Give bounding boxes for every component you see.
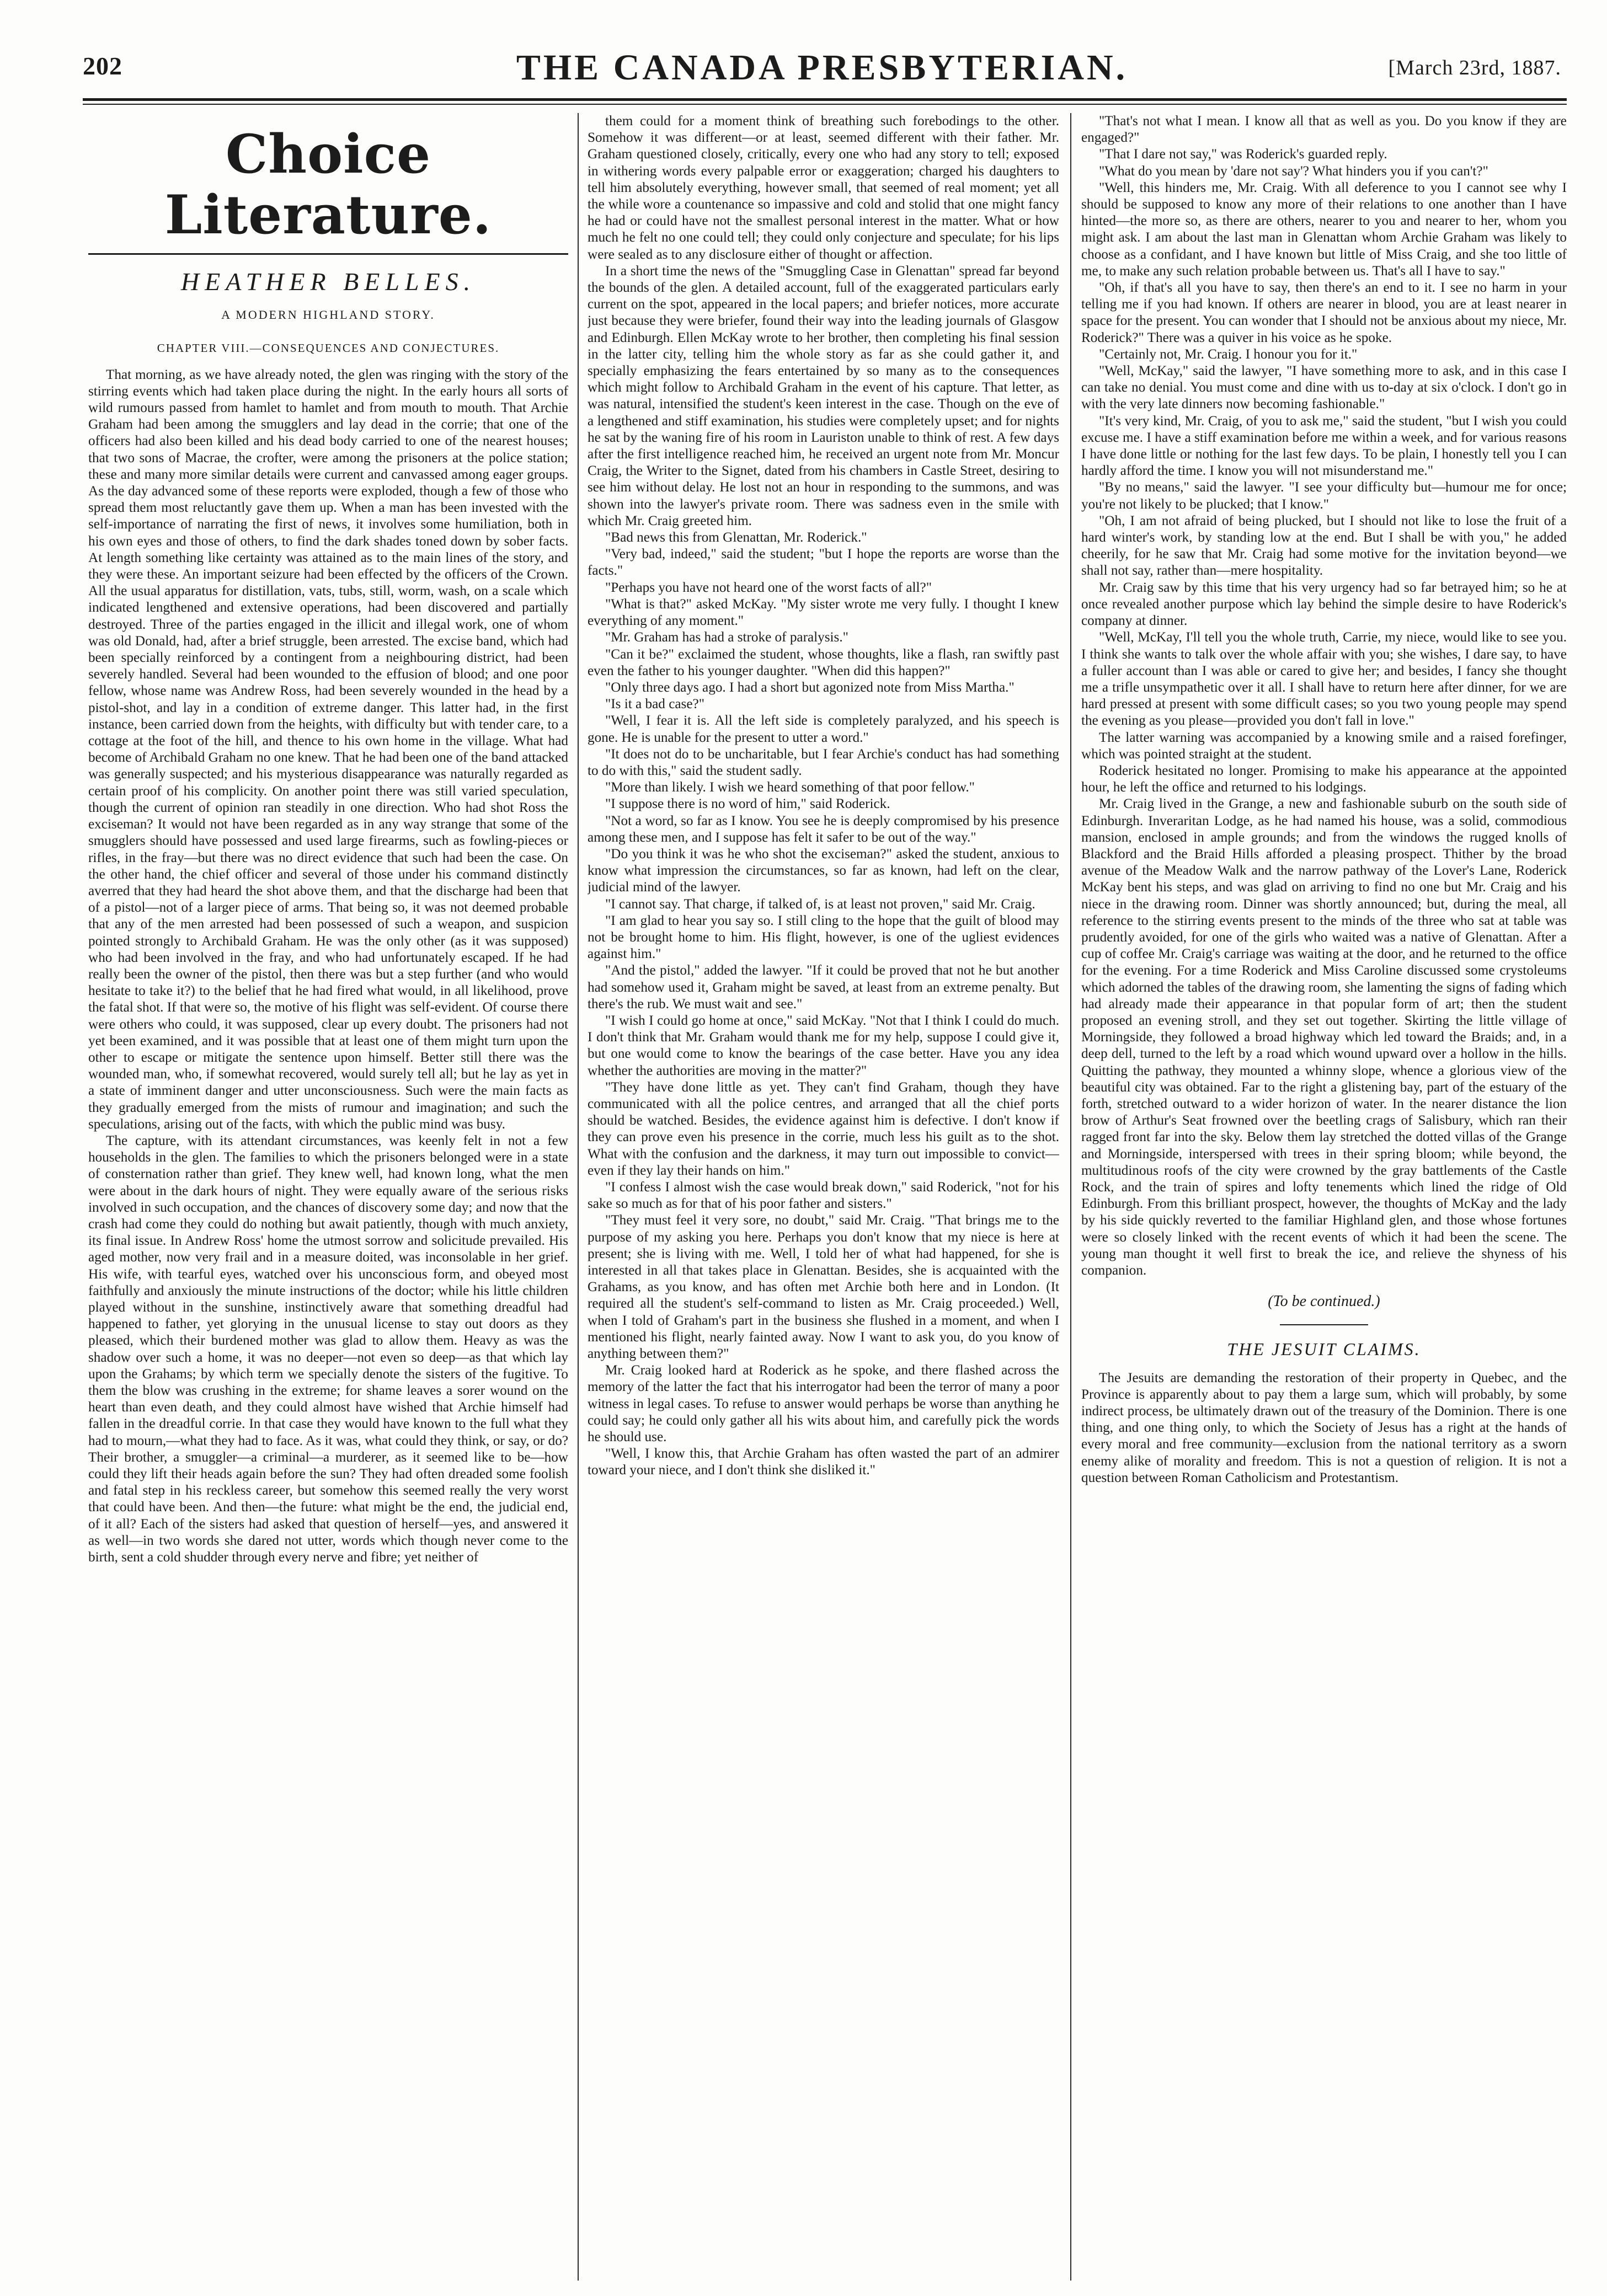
paragraph: Mr. Craig lived in the Grange, a new and fashionable suburb on the south side of Edinburgh. Inveraritan Lodge, as he had named his house, was a solid, commodious mansion, enclosed in ample grounds; and from the windows the rugged knolls of Blackford and the Braid Hills afforded a pleasing prospect. Thither by the broad avenue of the Meadow Walk and the narrow pathway of the Lover's Lane, Roderick McKay bent his steps, and was glad on arriving to find no one but Mr. Craig and his niece in the drawing room. Dinner was shortly announced; but, during the meal, all reference to the stirring events present to the minds of the three who sat at table was prudently avoided, for one of the girls who waited was a native of Glenattan. After a cup of coffee Mr. Craig's carriage was waiting at the door, and he returned to the office for the evening. For a time Roderick and Miss Caroline discussed some crystoleums which adorned the tables of the drawing room, she lamenting the signs of fading which had already made their appearance in that popular form of art; then the student proposed an evening stroll, and they set out together. Skirting the little village of Morningside, they followed a broad highway which led toward the Braids; and, in a deep dell, turned to the left by a road which wound upward over a hollow in the hills. Quitting the pathway, they mounted a whinny slope, whence a glorious view of the beautiful city was obtained. Far to the right a glistening bay, part of the estuary of the forth, stretched outward to a wider horizon of water. In the nearer distance the lion brow of Arthur's Seat frowned over the beetling crags of Salisbury, which ran their ragged front far into the sky. Below them lay stretched the dotted villas of the Grange and Morningside, interspersed with trees in their spring bloom; while beyond, the multitudinous roofs of the city were crowned by the gray battlements of the Castle Rock, and the train of spires and lofty tenements which lined the ridge of Old Edinburgh. From this brilliant prospect, however, the thoughts of McKay and the lady by his side quickly reverted to the familiar Highland glen, and those whose fortunes were so closely linked with the recent events of which it had been the scene. The young man thought it well first to break the ice, and relieve the shyness of his companion. xyxy=(1081,796,1567,1278)
paragraph: "Very bad, indeed," said the student; "but I hope the reports are worse than the facts." xyxy=(588,547,1059,579)
paragraph: "I suppose there is no word of him," said Roderick. xyxy=(605,796,890,812)
story-title: HEATHER BELLES. xyxy=(180,267,476,296)
article-separator xyxy=(1280,1324,1368,1325)
paragraph: "Well, I know this, that Archie Graham has often wasted the part of an admirer toward your niece, and I don't think she disliked it." xyxy=(588,1446,1059,1478)
paragraph: "Oh, if that's all you have to say, then there's an end to it. I see no harm in your telling me if you had known. If others are nearer in blood, you are at least nearer in space for the present. You can wonder that I should not be anxious about my niece, Mr. Roderick?" There was a quiver in his voice as he spoke. xyxy=(1081,280,1567,345)
paragraph: "I cannot say. That charge, if talked of, is at least not proven," said Mr. Craig. xyxy=(605,896,1035,912)
paragraph: "Certainly not, Mr. Craig. I honour you for it." xyxy=(1099,346,1358,362)
paragraph: The Jesuits are demanding the restoration of their property in Quebec, and the Province is apparently about to pay them a large sum, which will probably, by some indirect process, be ultimately drawn out of the treasury of the Dominion. There is one thing, and one thing only, to which the Society of Jesus has a right at the hands of every moral and free community—exclusion from the national territory as a sworn enemy alike of morality and freedom. This is not a question of religion. It is not a question between Roman Catholicism and Protestantism. xyxy=(1081,1370,1567,1485)
paragraph: "I confess I almost wish the case would break down," said Roderick, "not for his sake so much as for that of his poor father and sisters." xyxy=(588,1180,1059,1212)
story-subtitle: A MODERN HIGHLAND STORY. xyxy=(221,308,435,322)
paragraph: "I am glad to hear you say so. I still cling to the hope that the guilt of blood may not be brought home to him. His flight, however, is one of the ugliest evidences against him." xyxy=(588,913,1059,962)
paragraph: "Well, this hinders me, Mr. Craig. With all deference to you I cannot see why I should be supposed to know any more of their relations to one another than I have hinted—the more so, as there are others, nearer to you and nearer to her, whom you might ask. I am about the last man in Glenattan whom Archie Graham was likely to choose as a confidant, and I have known but little of Miss Craig, and she too little of me, to make any such relation probable between us. That's all I have to say." xyxy=(1081,180,1567,279)
article-title: THE JESUIT CLAIMS. xyxy=(1227,1339,1421,1360)
paragraph: "Well, McKay," said the lawyer, "I have something more to ask, and in this case I can take no denial. You must come and dine with us to-day at six o'clock. I don't go in with the very late dinners now becoming fashionable." xyxy=(1081,363,1567,412)
masthead-rule-thin xyxy=(83,104,1567,105)
paragraph: "Bad news this from Glenattan, Mr. Roderick." xyxy=(605,530,867,545)
column-3 xyxy=(1081,113,1567,2281)
journal-title: THE CANADA PRESBYTERIAN. xyxy=(516,47,1128,88)
paragraph: "More than likely. I wish we heard something of that poor fellow." xyxy=(605,780,975,795)
to-be-continued: (To be continued.) xyxy=(1268,1293,1380,1310)
section-title: Choice Literature. xyxy=(164,123,492,246)
page-number: 202 xyxy=(83,52,122,80)
paragraph: Mr. Craig looked hard at Roderick as he spoke, and there flashed across the memory of the latter the fact that his interrogator had been the terror of many a poor witness in legal cases. To refuse to answer would perhaps be worse than anything he could say; he could only gather all his wits about him, and carefully pick the words he should use. xyxy=(588,1363,1059,1445)
paragraph: "It's very kind, Mr. Craig, of you to ask me," said the student, "but I wish you could excuse me. I have a stiff examination before me within a week, and for various reasons I have done little or nothing for the last few days. To be plain, I honestly tell you I can hardly afford the time. I know you will not misunderstand me." xyxy=(1081,413,1567,479)
paragraph: "What is that?" asked McKay. "My sister wrote me very fully. I thought I knew everything of any moment." xyxy=(588,596,1059,629)
chapter-heading: CHAPTER VIII.—CONSEQUENCES AND CONJECTURES. xyxy=(157,341,500,355)
paragraph: "And the pistol," added the lawyer. "If it could be proved that not he but another had somehow used it, Graham might be saved, at least from an extreme penalty. But there's the rub. We must wait and see." xyxy=(588,963,1059,1011)
paragraph: "Is it a bad case?" xyxy=(605,697,705,712)
paragraph: them could for a moment think of breathing such forebodings to the other. Somehow it was different—or at least, seemed different with their father. Mr. Graham questioned closely, critically, every one who had any story to tell; exposed in withering words every palpable error or exaggeration; charged his daughters to tell him absolutely everything, however small, that seemed of real moment; yet all the while wore a countenance so impassive and cold and stolid that one might fancy he had or could have not the smallest personal interest in the matter. What or how much he felt no one could tell; they could only conjecture and speculate; for his lips were sealed as to any disclosure either of thought or affection. xyxy=(588,114,1059,262)
paragraph: "It does not do to be uncharitable, but I fear Archie's conduct has had something to do with this," said the student sadly. xyxy=(588,746,1059,778)
paragraph: "Well, I fear it is. All the left side is completely paralyzed, and his speech is gone. He is unable for the present to utter a word." xyxy=(588,713,1059,745)
paragraph: "Well, McKay, I'll tell you the whole truth, Carrie, my niece, would like to see you. I think she wants to talk over the whole affair with you; she wishes, I dare say, to have a fuller account than I was able or cared to give her; and besides, I fancy she thought me a trifle unsympathetic over it all. I shall have to return here after dinner, for we are hard pressed at present with some difficult cases; so you two young people may spend the evening as you please—provided you don't fall in love." xyxy=(1081,630,1567,729)
paragraph: "They must feel it very sore, no doubt," said Mr. Craig. "That brings me to the purpose of my asking you here. Perhaps you don't know that my niece is here at present; she is living with me. Well, I told her of what had happened, for she is interested in all that takes place in Glenattan. Besides, she is acquainted with the Grahams, as you know, and has often met Archie both here and in London. (It required all the student's self-command to listen as Mr. Craig proceeded.) Well, when I told of Graham's part in the business she flushed in a moment, and when I mentioned his flight, nearly fainted away. Now I want to ask you, do you know of anything between them?" xyxy=(588,1213,1059,1362)
paragraph: "Oh, I am not afraid of being plucked, but I should not like to lose the fruit of a hard winter's work, by standing low at the end. But I shall be with you," he added cheerily, for he saw that Mr. Craig had some motive for the invitation beyond—we shall not say, rather than—mere hospitality. xyxy=(1081,513,1567,579)
masthead xyxy=(83,47,1561,91)
paragraph: Roderick hesitated no longer. Promising to make his appearance at the appointed hour, he left the office and returned to his lodgings. xyxy=(1081,763,1567,795)
paragraph: "Can it be?" exclaimed the student, whose thoughts, like a flash, ran swiftly past even the father to his younger daughter. "When did this happen?" xyxy=(588,646,1059,678)
issue-date: [March 23rd, 1887. xyxy=(1388,56,1561,79)
paragraph: "Perhaps you have not heard one of the worst facts of all?" xyxy=(605,580,932,595)
paragraph: In a short time the news of the "Smuggling Case in Glenattan" spread far beyond the bounds of the glen. A detailed account, full of the exaggerated particulars early current on the spot, appeared in the local papers; and briefer notices, more accurate just because they were briefer, found their way into the leading journals of Glasgow and Edinburgh. Ellen McKay wrote to her brother, then completing his final session in the latter city, telling him the whole story as far as she could gather it, and specially emphasizing the fears entertained by so many as to the consequences which might follow to Archibald Graham in the event of his capture. That letter, as was natural, intensified the student's keen interest in the case. Though on the eve of a lengthened and stiff examination, his studies were completely upset; and for nights he sat by the waning fire of his room in Lauriston unable to think of rest. A few days after the first intelligence reached him, he received an urgent note from Mr. Moncur Craig, the Writer to the Signet, dated from his chambers in Castle Street, desiring to see him without delay. He lost not an hour in responding to the summons, and was shown into the lawyer's private room. There was sadness even in the smile with which Mr. Craig greeted him. xyxy=(588,263,1059,528)
paragraph: "That's not what I mean. I know all that as well as you. Do you know if they are engaged?" xyxy=(1081,114,1567,146)
paragraph: Mr. Craig saw by this time that his very urgency had so far betrayed him; so he at once revealed another purpose which lay behind the simple desire to have Roderick's company at dinner. xyxy=(1081,580,1567,629)
paragraph: "Do you think it was he who shot the exciseman?" asked the student, anxious to know what impression the circumstances, so far as known, had left on the clear, judicial mind of the lawyer. xyxy=(588,846,1059,895)
paragraph: "They have done little as yet. They can't find Graham, though they have communicated with all the police centres, and arranged that all the chief ports should be watched. Besides, the evidence against him is defective. I don't know if they can prove even his presence in the corrie, much less his guilt as to the shot. What with the confusion and the darkness, it may turn out impossible to convict—even if they lay their hands on him." xyxy=(588,1079,1059,1178)
section-title-rule xyxy=(88,253,568,255)
column-divider-2 xyxy=(1070,113,1071,2281)
paragraph: The latter warning was accompanied by a knowing smile and a raised forefinger, which was pointed straight at the student. xyxy=(1081,730,1567,762)
paragraph: "That I dare not say," was Roderick's guarded reply. xyxy=(1099,147,1387,162)
paragraph: "Not a word, so far as I know. You see he is deeply compromised by his presence among these men, and I suppose has felt it safer to be out of the way." xyxy=(588,813,1059,845)
paragraph: "I wish I could go home at once," said McKay. "Not that I think I could do much. I don't think that Mr. Graham would thank me for my help, suppose I could give it, but one would come to know the bearings of the case better. Have you any idea whether the authorities are moving in the matter?" xyxy=(588,1013,1059,1078)
masthead-rule-thick xyxy=(83,98,1567,101)
column-1 xyxy=(88,113,568,2281)
paragraph: "Mr. Graham has had a stroke of paralysis." xyxy=(605,630,848,645)
paragraph: "Only three days ago. I had a short but agonized note from Miss Martha." xyxy=(605,679,1015,695)
paragraph: That morning, as we have already noted, the glen was ringing with the story of the stirring events which had taken place during the night. In the early hours all sorts of wild rumours passed from hamlet to hamlet and from mouth to mouth. That Archie Graham had been among the smugglers and lay dead in the corrie; that one of the officers had also been killed and his dead body carried to one of the nearest houses; that two sons of Macrae, the crofter, were among the prisoners at the police station; these and many more similar details were current and canvassed among eager groups. As the day advanced some of these reports were exploded, though a few of those who spread them most reluctantly gave them up. When a man has been invested with the self-importance of narrating the first of news, it involves some humiliation, both in his own eyes and those of others, to find the dark shades toned down by sober facts. At length something like certainty was attained as to the main lines of the story, and they were these. An important seizure had been effected by the officers of the Crown. All the usual apparatus for distillation, vats, tubs, still, worm, wash, on a scale which indicated lengthened and extensive operations, had been discovered and partially destroyed. Three of the parties engaged in the illicit and illegal work, one of whom was old Donald, had, after a brief struggle, been arrested. The excise band, which had been specially reinforced by a contingent from a neighbouring district, had been severely handled. Several had been wounded to the effusion of blood; and one poor fellow, whose name was Andrew Ross, had been severely wounded in the head by a pistol-shot, and lay in a condition of extreme danger. This latter had, in the first instance, been carried down from the heights, with difficulty but with tender care, to a cottage at the foot of the hill, and thence to his own home in the village. What had become of Archibald Graham no one knew. That he had been one of the band attacked was generally suspected; and his mysterious disappearance was naturally regarded as certain proof of his complicity. On another point there was still varied speculation, though the current of opinion ran steadily in one direction. Who had shot Ross the exciseman? It would not have been regarded as in any way strange that some of the smugglers should have possessed and used large firearms, such as fowling-pieces or rifles, in the fray—but there was no direct evidence that such had been the case. On the other hand, the chief officer and several of those under his command distinctly averred that they had heard the shot above them, and that the discharge had been that of a pistol—not of a larger piece of arms. That being so, it was not deemed probable that any of the men arrested had been possessed of such a weapon, and suspicion pointed strongly to Archibald Graham. He was the only other (as it was supposed) who had been involved in the fray, and who had unfortunately escaped. If he had really been the owner of the pistol, then there was but a step further (and who would hesitate to take it?) to the belief that he had fired what would, in all likelihood, prove the fatal shot. If that were so, the motive of his flight was self-evident. Of course there were others who could, it was supposed, clear up every doubt. The prisoners had not yet been examined, and it was possible that at least one of them might turn upon the other to escape or mitigate the sentence upon himself. Better still there was the wounded man, who, if somewhat recovered, would surely tell all; but he lay as yet in a state of imminent danger and utter unconsciousness. Such were the main facts as they gradually emerged from the mists of rumour and imagination; and such the speculations, arising out of the facts, with which the public mind was busy. xyxy=(88,367,568,1132)
column-2 xyxy=(588,113,1059,2281)
column-divider-1 xyxy=(578,113,579,2281)
paragraph: The capture, with its attendant circumstances, was keenly felt in not a few households in the glen. The families to which the prisoners belonged were in a state of consternation rather than grief. They knew well, had known long, what the men were about in the dark hours of night. They were equally aware of the serious risks involved in such occupation, and the chances of discovery some day; and now that the crash had come they could do nothing but await patiently, though with much anxiety, its final issue. In Andrew Ross' home the utmost sorrow and solicitude prevailed. His aged mother, now very frail and in a measure doited, was inconsolable in her grief. His wife, with tearful eyes, watched over his unconscious form, and obeyed most faithfully and anxiously the minute instructions of the doctor; while his little children played without in the sunshine, instinctively aware that something dreadful had happened to father, yet glorying in the unusual license to stay out doors as they pleased, which their burdened mother was glad to allow them. Heavy as was the shadow over such a home, it was no deeper—not even so deep—as that which lay upon the Grahams; by which term we specially denote the sisters of the fugitive. To them the blow was crushing in the extreme; for shame leaves a sorer wound on the heart than even death, and they could almost have wished that Archie himself had fallen in the dreadful corrie. In that case they would have known to the full what they had to mourn,—what they had to face. As it was, what could they think, or say, or do? Their brother, a smuggler—a criminal—a murderer, as it seemed like to be—how could they lift their heads again before the sun? They had often dreaded some foolish and fatal step in his reckless career, but somehow this seemed really the very worst that could have been. And then—the future: what might be the end, the judicial end, of it all? Each of the sisters had asked that question of herself—yes, and answered it as well—in two words she dared not utter, words which though never come to the birth, sent a cold shudder through every nerve and fibre; yet neither of xyxy=(88,1133,568,1565)
paragraph: "By no means," said the lawyer. "I see your difficulty but—humour me for once; you're not likely to be plucked; that I know." xyxy=(1081,480,1567,512)
paragraph: "What do you mean by 'dare not say'? What hinders you if you can't?" xyxy=(1099,163,1488,179)
